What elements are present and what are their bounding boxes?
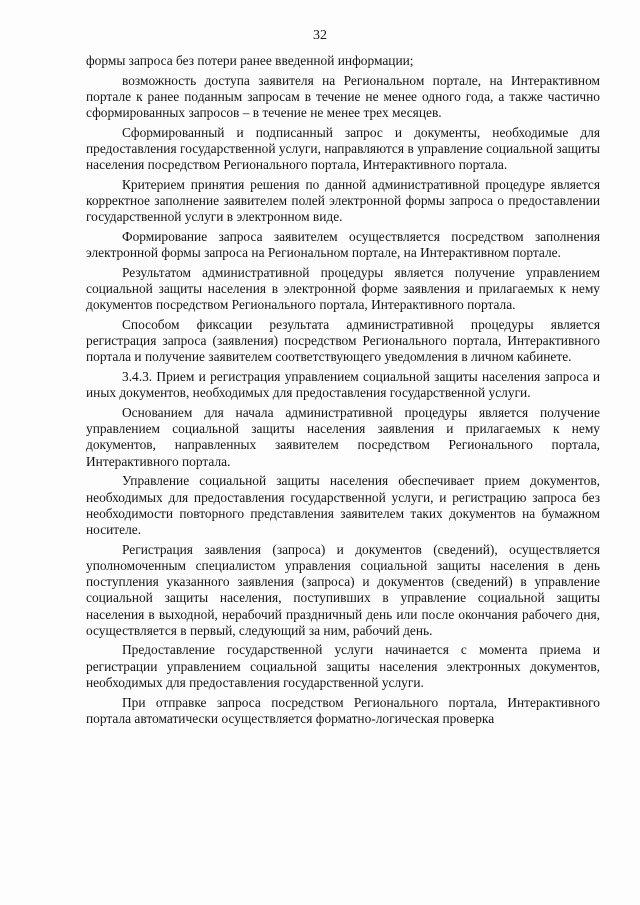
paragraph: Сформированный и подписанный запрос и документы, необходимые для предоставления государственной услуги, направляются в управление социальной защиты населения посредством Регионального портала, Интерактивного портала.	[86, 124, 600, 173]
paragraph: Предоставление государственной услуги начинается с момента приема и регистрации управлением социальной защиты населения электронных документов, необходимых для предоставления государственной услуги.	[86, 642, 600, 690]
paragraph-continuation: формы запроса без потери ранее введенной информации;	[86, 53, 414, 68]
paragraph: Формирование запроса заявителем осуществляется посредством заполнения электронной формы запроса на Региональном портале, на Интерактивном портале.	[86, 229, 600, 261]
section-heading-3-4-3: 3.4.3. Прием и регистрация управлением социальной защиты населения запроса и иных документов, необходимых для предоставления государственной услуги.	[86, 369, 600, 401]
page-number: 32	[313, 28, 327, 43]
document-body	[86, 53, 600, 730]
paragraph: Управление социальной защиты населения обеспечивает прием документов, необходимых для предоставления государственной услуги, и регистрацию запроса без необходимости повторного представления заявителем таких документов на бумажном носителе.	[86, 473, 600, 537]
paragraph: Способом фиксации результата административной процедуры является регистрация запроса (заявления) посредством Регионального портала, Интерактивного портала и получение заявителем соответствующего уведомления в личном кабинете.	[86, 317, 600, 365]
paragraph: возможность доступа заявителя на Региональном портале, на Интерактивном портале к ранее поданным запросам в течение не менее одного года, а также частично сформированных запросов – в течение не менее трех месяцев.	[86, 72, 600, 121]
paragraph: Критерием принятия решения по данной административной процедуре является корректное заполнение заявителем полей электронной формы запроса о предоставлении государственной услуги в электронном виде.	[86, 176, 600, 225]
paragraph: Регистрация заявления (запроса) и документов (сведений), осуществляется уполномоченным специалистом управления социальной защиты населения в день поступления указанного заявления (запроса) и документов (сведений) в управление социальной защиты населения, поступивших в управление социальной защиты населения в выходной, нерабочий праздничный день или после окончания рабочего дня, осуществляется в первый, следующий за ним, рабочий день.	[86, 541, 600, 638]
paragraph: Результатом административной процедуры является получение управлением социальной защиты населения в электронной форме заявления и прилагаемых к нему документов посредством Регионального портала, Интерактивного портала.	[86, 264, 600, 313]
paragraph: Основанием для начала административной процедуры является получение управлением социальной защиты населения заявления и прилагаемых к нему документов, направленных заявителем посредством Регионального портала, Интерактивного портала.	[86, 405, 600, 469]
paragraph: При отправке запроса посредством Регионального портала, Интерактивного портала автоматически осуществляется форматно-логическая проверка	[86, 694, 600, 726]
